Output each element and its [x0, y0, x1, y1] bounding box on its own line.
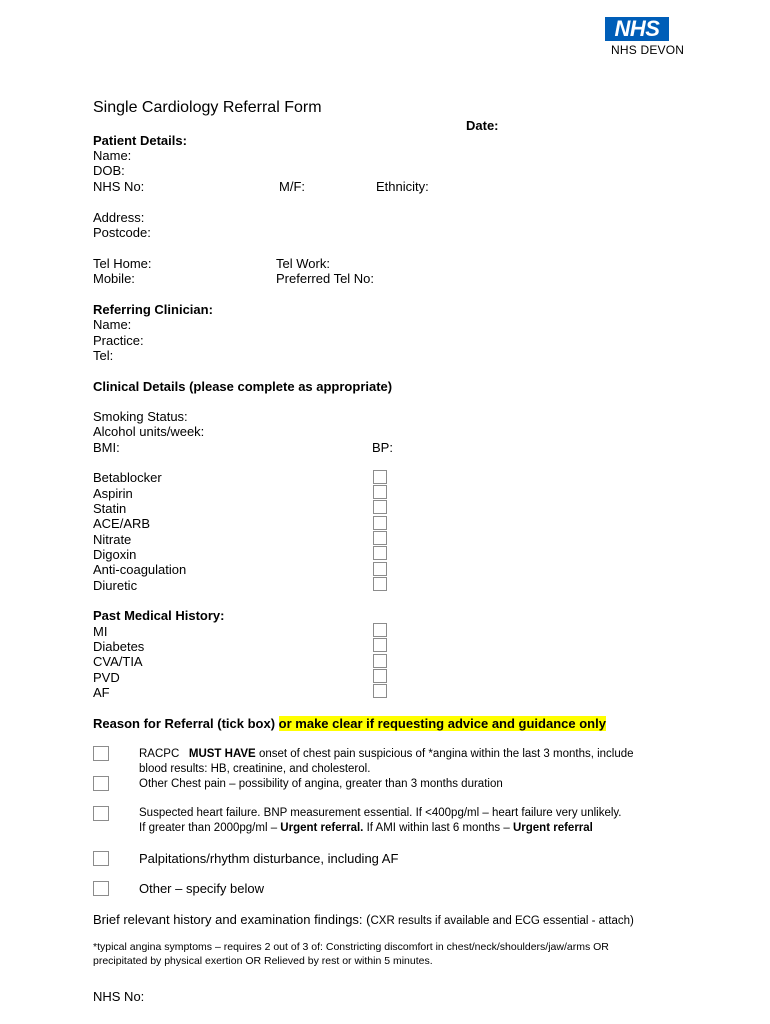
history-cva-tia-label: CVA/TIA — [93, 654, 143, 669]
patient-nhs-no-label: NHS No: — [93, 179, 145, 194]
history-diabetes-checkbox[interactable] — [373, 638, 387, 652]
med-aspirin-checkbox[interactable] — [373, 485, 387, 499]
med-aspirin-label: Aspirin — [93, 486, 133, 501]
patient-dob-label: DOB: — [93, 163, 125, 178]
footnote-line2: precipitated by physical exertion OR Relieved by rest or within 5 minutes. — [93, 955, 433, 967]
med-anticoagulation-label: Anti-coagulation — [93, 562, 187, 577]
patient-name-label: Name: — [93, 148, 132, 163]
reason-racpc-line1 — [139, 747, 634, 762]
med-betablocker-label: Betablocker — [93, 470, 162, 485]
med-anticoagulation-checkbox[interactable] — [373, 562, 387, 576]
clinical-details-heading: Clinical Details (please complete as appropriate) — [93, 379, 393, 394]
history-mi-label: MI — [93, 624, 108, 639]
med-ace-arb-checkbox[interactable] — [373, 516, 387, 530]
history-mi-checkbox[interactable] — [373, 623, 387, 637]
reason-other-chest-text: Other Chest pain – possibility of angina, greater than 3 months duration — [139, 778, 503, 790]
racpc-label: RACPC — [139, 748, 180, 760]
findings-note: CXR results if available and ECG essential - attach) — [370, 915, 634, 927]
med-diuretic-checkbox[interactable] — [373, 577, 387, 591]
racpc-text: onset of chest pain suspicious of *angina within the last 3 months, include — [258, 748, 634, 760]
hf-urgent-1: Urgent referral. — [280, 822, 364, 834]
racpc-must-have: MUST HAVE — [188, 748, 256, 760]
patient-ethnicity-label: Ethnicity: — [376, 179, 429, 194]
reason-heading-text: Reason for Referral (tick box) — [93, 716, 276, 731]
history-pvd-checkbox[interactable] — [373, 669, 387, 683]
patient-mobile-label: Mobile: — [93, 271, 135, 286]
clinician-name-label: Name: — [93, 317, 132, 332]
patient-tel-home-label: Tel Home: — [93, 256, 152, 271]
hf-line2-a: If greater than 2000pg/ml – — [139, 822, 278, 834]
findings-text: Brief relevant history and examination findings: ( — [93, 912, 371, 927]
clinician-practice-label: Practice: — [93, 333, 144, 348]
med-nitrate-checkbox[interactable] — [373, 531, 387, 545]
med-diuretic-label: Diuretic — [93, 578, 138, 593]
med-betablocker-checkbox[interactable] — [373, 470, 387, 484]
smoking-status-label: Smoking Status: — [93, 409, 188, 424]
alcohol-label: Alcohol units/week: — [93, 424, 205, 439]
reason-racpc-line2: blood results: HB, creatinine, and cholesterol. — [139, 763, 371, 775]
org-name: NHS DEVON — [611, 43, 685, 57]
reason-palpitations-checkbox[interactable] — [93, 851, 109, 866]
reason-heading — [93, 716, 606, 731]
footnote-line1: *typical angina symptoms – requires 2 out of 3 of: Constricting discomfort in chest/neck/shoulders/jaw/arms OR — [93, 941, 609, 953]
clinician-tel-label: Tel: — [93, 348, 114, 363]
patient-postcode-label: Postcode: — [93, 225, 151, 240]
reason-heading-highlight: or make clear if requesting advice and guidance only — [278, 716, 606, 731]
patient-tel-work-label: Tel Work: — [276, 256, 330, 271]
history-pvd-label: PVD — [93, 670, 120, 685]
reason-other-chest-checkbox[interactable] — [93, 776, 109, 791]
footer-nhs-no-label: NHS No: — [93, 989, 145, 1004]
med-digoxin-label: Digoxin — [93, 547, 137, 562]
reason-other-checkbox[interactable] — [93, 881, 109, 896]
hf-line2-c: If AMI within last 6 months – — [366, 822, 510, 834]
med-digoxin-checkbox[interactable] — [373, 546, 387, 560]
bp-label: BP: — [372, 440, 393, 455]
reason-racpc-checkbox[interactable] — [93, 746, 109, 761]
history-heading: Past Medical History: — [93, 608, 225, 623]
reason-heart-failure-checkbox[interactable] — [93, 806, 109, 821]
history-af-checkbox[interactable] — [373, 684, 387, 698]
med-statin-checkbox[interactable] — [373, 500, 387, 514]
med-ace-arb-label: ACE/ARB — [93, 516, 151, 531]
form-title: Single Cardiology Referral Form — [93, 99, 322, 116]
patient-details-heading: Patient Details: — [93, 133, 187, 148]
reason-other-text: Other – specify below — [139, 881, 265, 896]
findings-label — [93, 912, 634, 929]
hf-urgent-2: Urgent referral — [512, 822, 593, 834]
reason-hf-line2 — [139, 821, 593, 836]
nhs-logo: NHS — [605, 17, 669, 41]
reason-palpitations-text: Palpitations/rhythm disturbance, including AF — [139, 851, 399, 866]
patient-gender-label: M/F: — [279, 179, 305, 194]
bmi-label: BMI: — [93, 440, 120, 455]
clinician-heading: Referring Clinician: — [93, 302, 213, 317]
patient-address-label: Address: — [93, 210, 145, 225]
med-nitrate-label: Nitrate — [93, 532, 132, 547]
history-af-label: AF — [93, 685, 110, 700]
reason-hf-line1: Suspected heart failure. BNP measurement essential. If <400pg/ml – heart failure very unlikely. — [139, 807, 622, 819]
history-diabetes-label: Diabetes — [93, 639, 145, 654]
date-label: Date: — [466, 118, 499, 133]
history-cva-tia-checkbox[interactable] — [373, 654, 387, 668]
patient-preferred-tel-label: Preferred Tel No: — [276, 271, 375, 286]
med-statin-label: Statin — [93, 501, 127, 516]
